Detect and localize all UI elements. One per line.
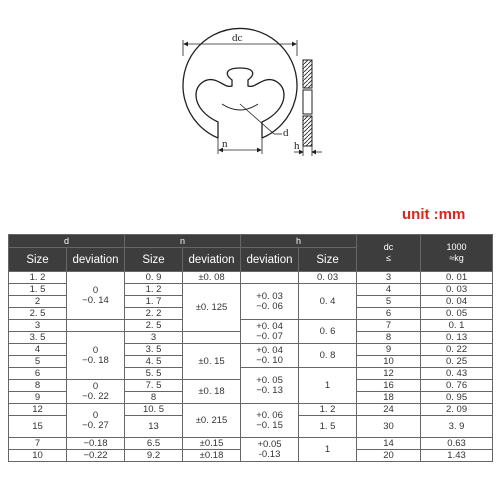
cell-h-size: 0. 8	[299, 344, 357, 368]
cell-weight: 0. 13	[421, 332, 493, 344]
cell-h-deviation	[241, 272, 299, 284]
cell-d-deviation: −0.22	[67, 450, 125, 462]
cell-dc: 5	[357, 296, 421, 308]
unit-label: unit :mm	[402, 206, 466, 223]
cell-d-deviation: −0.18	[67, 438, 125, 450]
cell-h-size: 1. 5	[299, 416, 357, 438]
cell-n-size: 1. 7	[125, 296, 183, 308]
spec-table	[8, 234, 493, 462]
dc-label: dc	[232, 32, 243, 44]
cell-weight: 0. 05	[421, 308, 493, 320]
cell-n-deviation: ±0. 125	[183, 284, 241, 332]
cell-n-size: 7. 5	[125, 380, 183, 392]
header-dc-line1: dc	[383, 242, 394, 252]
cell-h-deviation: +0.05 -0.13	[241, 438, 299, 462]
cell-dc: 4	[357, 284, 421, 296]
table-row	[9, 438, 493, 450]
cell-d-size: 2. 5	[9, 308, 67, 320]
cell-d-size: 2	[9, 296, 67, 308]
cell-d-size: 5	[9, 356, 67, 368]
cell-d-size: 3. 5	[9, 332, 67, 344]
cell-d-size: 15	[9, 416, 67, 438]
cell-h-deviation: +0. 03 −0. 06	[241, 284, 299, 320]
header-d-deviation: deviation	[67, 248, 125, 272]
front-view	[183, 28, 297, 138]
cell-d-deviation: 0 −0. 22	[67, 380, 125, 404]
cell-d-size: 3	[9, 320, 67, 332]
cell-n-size: 3	[125, 332, 183, 344]
header-n-size: Size	[125, 248, 183, 272]
header-h-size: Size	[299, 248, 357, 272]
cell-weight: 0. 25	[421, 356, 493, 368]
cell-n-size: 6.5	[125, 438, 183, 450]
cell-d-size: 12	[9, 404, 67, 416]
cell-n-size: 0. 9	[125, 272, 183, 284]
cell-n-size: 4. 5	[125, 356, 183, 368]
cell-h-size: 0. 6	[299, 320, 357, 344]
cell-weight: 0. 1	[421, 320, 493, 332]
group-h: h	[241, 235, 357, 248]
cell-n-size: 8	[125, 392, 183, 404]
cell-n-size: 2. 5	[125, 320, 183, 332]
cell-dc: 8	[357, 332, 421, 344]
cell-h-size: 0. 4	[299, 284, 357, 320]
cell-dc: 6	[357, 308, 421, 320]
cell-d-size: 1. 2	[9, 272, 67, 284]
cell-weight: 0. 22	[421, 344, 493, 356]
cell-h-size: 0. 03	[299, 272, 357, 284]
cell-weight: 0. 03	[421, 284, 493, 296]
cell-d-deviation	[67, 320, 125, 332]
cell-dc: 3	[357, 272, 421, 284]
header-weight-line2: ≈kg	[449, 253, 464, 263]
cell-dc: 16	[357, 380, 421, 392]
header-d-size: Size	[9, 248, 67, 272]
header-weight-line1: 1000	[446, 242, 467, 252]
cell-n-size: 1. 2	[125, 284, 183, 296]
cell-h-size: 1	[299, 368, 357, 404]
cell-weight: 0. 76	[421, 380, 493, 392]
cell-h-size: 1. 2	[299, 404, 357, 416]
cell-n-size: 10. 5	[125, 404, 183, 416]
cell-d-size: 4	[9, 344, 67, 356]
table-row	[9, 320, 493, 332]
cell-n-deviation: ±0.18	[183, 450, 241, 462]
cell-d-deviation: 0 −0. 18	[67, 332, 125, 380]
cell-n-deviation: ±0.15	[183, 438, 241, 450]
cell-weight: 2. 09	[421, 404, 493, 416]
cell-dc: 7	[357, 320, 421, 332]
header-weight	[421, 235, 493, 272]
cell-d-size: 6	[9, 368, 67, 380]
cell-dc: 9	[357, 344, 421, 356]
group-header-row	[9, 235, 493, 248]
cell-weight: 0. 95	[421, 392, 493, 404]
cell-dc: 24	[357, 404, 421, 416]
header-dc-line2: ≤	[386, 253, 392, 263]
cell-d-deviation: 0 −0. 14	[67, 272, 125, 320]
cell-n-deviation: ±0. 08	[183, 272, 241, 284]
cell-weight: 0.63	[421, 438, 493, 450]
cell-dc: 30	[357, 416, 421, 438]
cell-h-deviation: +0. 04 −0. 10	[241, 344, 299, 368]
cell-d-size: 7	[9, 438, 67, 450]
cell-dc: 20	[357, 450, 421, 462]
cell-n-size: 2. 2	[125, 308, 183, 320]
cell-n-size: 3. 5	[125, 344, 183, 356]
cell-d-size: 10	[9, 450, 67, 462]
cell-h-deviation: +0. 04 −0. 07	[241, 320, 299, 344]
cell-n-size: 13	[125, 416, 183, 438]
header-dc	[357, 235, 421, 272]
cell-h-deviation: +0. 06 −0. 15	[241, 404, 299, 438]
d-label: d	[283, 127, 289, 139]
cell-n-deviation: ±0. 15	[183, 344, 241, 380]
cell-dc: 18	[357, 392, 421, 404]
cell-n-size: 5. 5	[125, 368, 183, 380]
cell-weight: 3. 9	[421, 416, 493, 438]
cell-h-deviation: +0. 05 −0. 13	[241, 368, 299, 404]
cell-d-deviation: 0 −0. 27	[67, 404, 125, 438]
cell-d-size: 8	[9, 380, 67, 392]
table-row	[9, 404, 493, 416]
cell-h-size: 1	[299, 438, 357, 462]
cell-n-deviation	[183, 332, 241, 344]
header-h-deviation: deviation	[241, 248, 299, 272]
cell-weight: 0. 43	[421, 368, 493, 380]
cell-d-size: 1. 5	[9, 284, 67, 296]
group-d: d	[9, 235, 125, 248]
table-row	[9, 272, 493, 284]
cell-n-deviation: ±0. 215	[183, 404, 241, 438]
header-n-deviation: deviation	[183, 248, 241, 272]
cell-dc: 12	[357, 368, 421, 380]
cell-weight: 0. 04	[421, 296, 493, 308]
e-clip-drawing	[0, 0, 500, 200]
cell-weight: 1.43	[421, 450, 493, 462]
cell-dc: 14	[357, 438, 421, 450]
cell-weight: 0. 01	[421, 272, 493, 284]
cell-n-deviation: ±0. 18	[183, 380, 241, 404]
cell-dc: 10	[357, 356, 421, 368]
h-label: h	[294, 140, 300, 152]
cell-d-size: 9	[9, 392, 67, 404]
side-view	[303, 60, 312, 146]
n-label: n	[222, 138, 228, 150]
group-n: n	[125, 235, 241, 248]
cell-n-size: 9.2	[125, 450, 183, 462]
